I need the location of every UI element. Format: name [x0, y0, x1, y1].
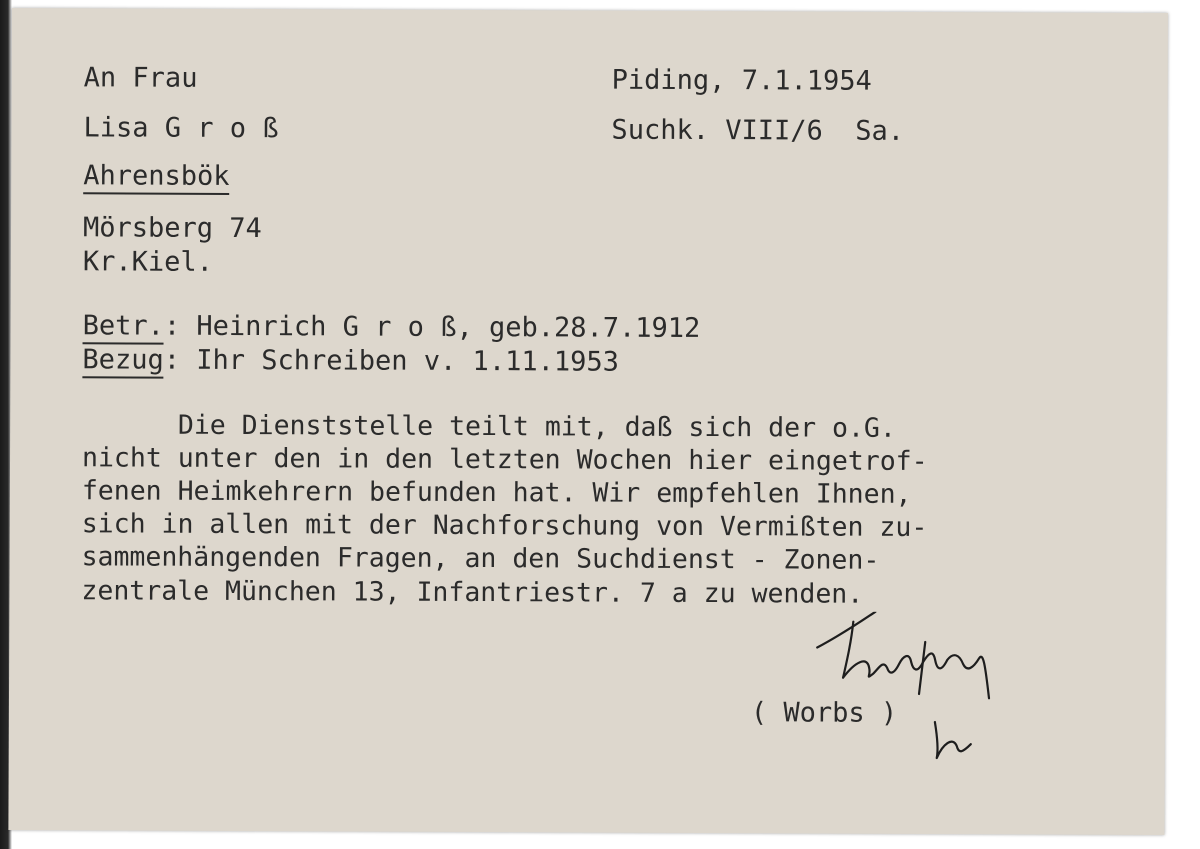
body-line: nicht unter den in den letzten Wochen hier eingetrof-	[81, 442, 928, 477]
body-line: zentrale München 13, Infantriestr. 7 a zu wenden.	[81, 575, 864, 610]
betr-label: Betr.	[83, 310, 164, 344]
bezug-text: : Ihr Schreiben v. 1.11.1953	[163, 344, 619, 378]
body-line: sammenhängenden Fragen, an den Suchdienst - Zonen-	[81, 541, 880, 576]
betr-text: : Heinrich G r o ß, geb.28.7.1912	[163, 310, 701, 345]
betr-line	[82, 310, 701, 345]
bezug-line	[82, 344, 619, 378]
body-line: Die Dienststelle teilt mit, daß sich der o.G.	[82, 409, 896, 444]
handwritten-signature	[813, 612, 1014, 773]
salutation: An Frau	[83, 62, 198, 94]
recipient-district: Kr.Kiel.	[82, 246, 214, 278]
recipient-name: Lisa G r o ß	[83, 112, 279, 145]
recipient-street: Mörsberg 74	[82, 212, 262, 245]
body-line: fenen Heimkehrern befunden hat. Wir empfehlen Ihnen,	[81, 475, 912, 510]
recipient-town	[83, 162, 229, 190]
reference-code: Suchk. VIII/6 Sa.	[611, 114, 905, 147]
body-line: sich in allen mit der Nachforschung von Vermißten zu-	[81, 508, 928, 543]
bezug-label: Bezug	[82, 344, 163, 378]
postcard	[8, 8, 1168, 835]
recipient-town-text: Ahrensbök	[83, 160, 229, 195]
place-date: Piding, 7.1.1954	[611, 64, 872, 97]
signer-name: ( Worbs )	[750, 697, 898, 729]
letter-body	[81, 409, 928, 624]
